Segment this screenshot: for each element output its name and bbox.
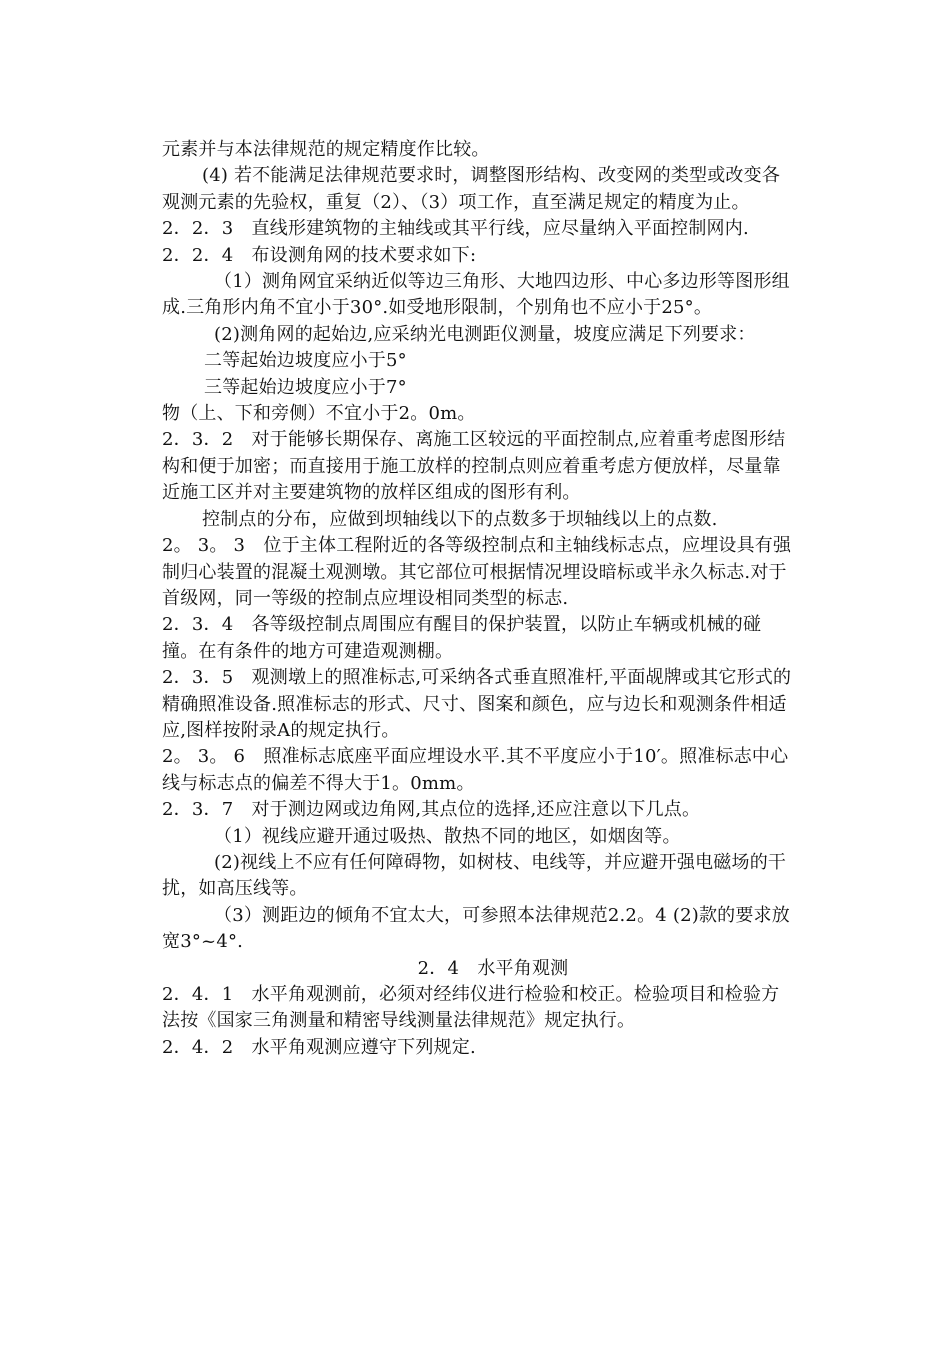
- clause-2-3-2: 2．3．2 对于能够长期保存、离施工区较远的平面控制点,应着重考虑图形结构和便于加密；而直接用于施工放样的控制点则应着重考虑方便放样，尽量靠近施工区并对主要建筑物的放样区组成的图形有利。: [162, 429, 786, 504]
- clause-2-3-3: 2。 3。 3 位于主体工程附近的各等级控制点和主轴线标志点，应埋设具有强制归心装置的混凝土观测墩。其它部位可根据情况埋设暗标或半永久标志.对于首级网，同一等级的控制点应埋设相同类型的标志.: [162, 535, 792, 609]
- clause-2-2-4-item-2: (2)测角网的起始边,应采纳光电测距仪测量，坡度应满足下列要求：: [214, 323, 756, 345]
- paragraph-continuation: 元素并与本法律规范的规定精度作比较。: [162, 139, 490, 160]
- clause-2-3-7-item-1: （1）视线应避开通过吸热、散热不同的地区，如烟囱等。: [214, 825, 681, 847]
- document-page: [162, 137, 794, 1061]
- section-heading-2-4: 2．4 水平角观测: [417, 957, 569, 979]
- clause-2-3-5: 2．3．5 观测墩上的照准标志,可采纳各式垂直照准杆,平面觇牌或其它形式的精确照准设备.照准标志的形式、尺寸、图案和颜色，应与边长和观测条件相适应,图样按附录A的规定执行。: [162, 667, 792, 741]
- paragraph-fragment: 物（上、下和旁侧）不宜小于2。0m。: [162, 403, 476, 425]
- clause-2-4-2: 2．4．2 水平角观测应遵守下列规定.: [162, 1036, 476, 1058]
- clause-2-2-3: 2．2．3 直线形建筑物的主轴线或其平行线，应尽量纳入平面控制网内.: [162, 218, 749, 240]
- clause-2-3-7-item-3: （3）测距边的倾角不宜太大，可参照本法律规范2.2。4 (2)款的要求放宽3°~4°.: [162, 904, 790, 953]
- clause-2-2-4: 2．2．4 布设测角网的技术要求如下:: [162, 244, 477, 266]
- clause-2-3-7-item-2: (2)视线上不应有任何障碍物，如树枝、电线等，并应避开强电磁场的干扰，如高压线等。: [162, 851, 787, 900]
- clause-2-3-4: 2．3．4 各等级控制点周围应有醒目的保护装置，以防止车辆或机械的碰撞。在有条件的地方可建造观测棚。: [162, 614, 762, 662]
- clause-2-4-1: 2．4．1 水平角观测前，必须对经纬仪进行检验和校正。检验项目和检验方法按《国家三角测量和精密导线测量法律规范》规定执行。: [162, 984, 780, 1032]
- clause-2-3-6: 2。 3。 6 照准标志底座平面应埋设水平.其不平度应小于10′。照准标志中心线与标志点的偏差不得大于1。0mm。: [162, 746, 789, 794]
- clause-2-2-4-item-1: （1）测角网宜采纳近似等边三角形、大地四边形、中心多边形等图形组成.三角形内角不宜小于30°.如受地形限制，个别角也不应小于25°。: [162, 271, 790, 319]
- paragraph-item-4: (4) 若不能满足法律规范要求时，调整图形结构、改变网的类型或改变各观测元素的先验权，重复（2）、（3）项工作，直至满足规定的精度为止。: [162, 165, 781, 213]
- slope-requirement-third-class: 三等起始边坡度应小于7°: [204, 376, 407, 398]
- slope-requirement-second-class: 二等起始边坡度应小于5°: [204, 350, 407, 372]
- control-point-distribution: 控制点的分布，应做到坝轴线以下的点数多于坝轴线以上的点数.: [202, 508, 718, 530]
- clause-2-3-7: 2．3．7 对于测边网或边角网,其点位的选择,还应注意以下几点。: [162, 799, 701, 821]
